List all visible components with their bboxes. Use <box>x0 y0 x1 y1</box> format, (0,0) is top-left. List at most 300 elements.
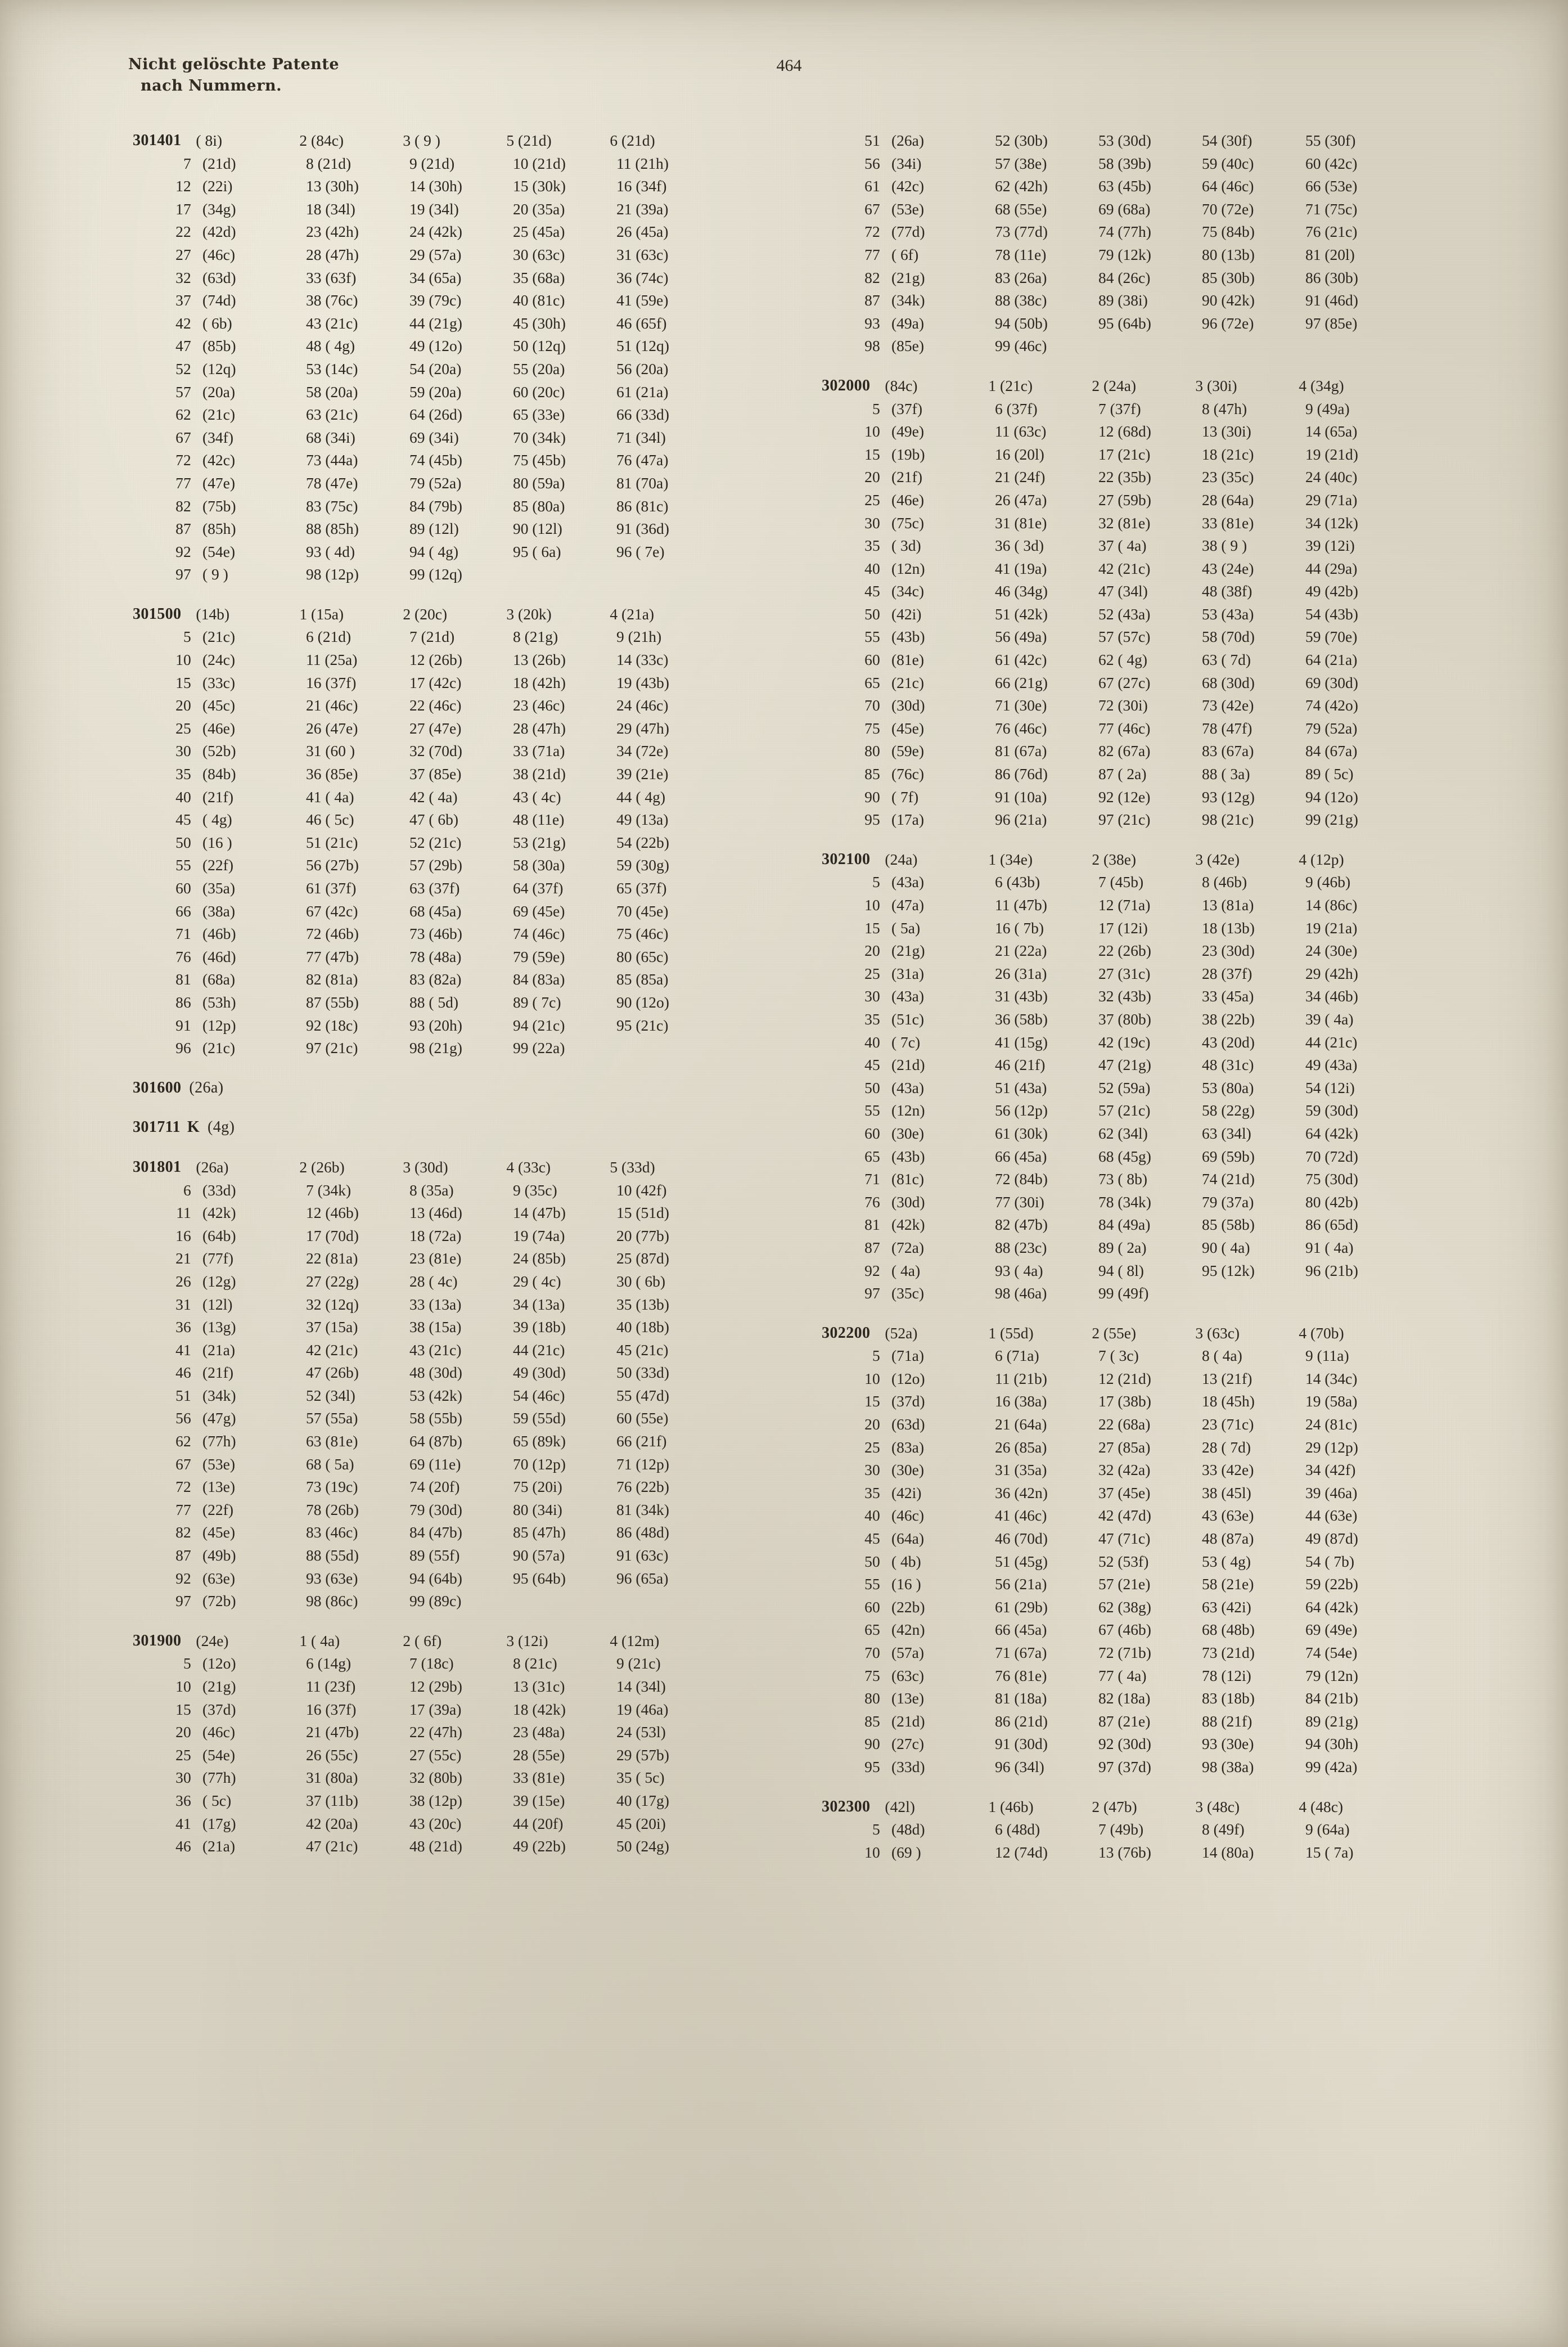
entry-cell: (21c) <box>202 628 236 646</box>
row-leading-number: 302000 <box>822 376 871 394</box>
entry-cell: 42 (21c) <box>306 1341 358 1359</box>
entry-row <box>822 580 1448 603</box>
entry-cell: (21f) <box>202 1364 233 1382</box>
entry-cell: 38 ( 9 ) <box>1202 537 1247 555</box>
entry-row <box>133 1156 768 1179</box>
entry-cell: 38 (12p) <box>409 1791 462 1809</box>
entry-cell: ( 4b) <box>891 1552 921 1570</box>
entry-row <box>133 541 768 564</box>
entry-row <box>133 403 768 426</box>
entry-cell: (85h) <box>202 520 236 538</box>
entry-cell: 53 (80a) <box>1202 1078 1254 1096</box>
entry-cell: 54 (12i) <box>1305 1078 1355 1096</box>
entry-cell: 50 (24g) <box>616 1837 669 1855</box>
entry-cell: 87 ( 2a) <box>1098 765 1147 783</box>
entry-cell: (77d) <box>891 223 925 241</box>
entry-cell: 91 (30d) <box>995 1735 1048 1753</box>
row-leading-number: 93 <box>864 314 880 332</box>
entry-cell: 71 (12p) <box>616 1455 669 1473</box>
entry-cell: 58 (55b) <box>409 1409 462 1427</box>
entry-cell: 75 (45b) <box>513 451 566 469</box>
row-leading-number: 47 <box>175 337 191 355</box>
row-leading-number: 301900 <box>133 1631 182 1649</box>
row-leading-number: 72 <box>864 223 880 241</box>
entry-row <box>133 1630 768 1653</box>
entry-cell: 86 (21d) <box>995 1712 1048 1730</box>
entry-cell: 80 (59a) <box>513 474 565 492</box>
entry-row <box>822 534 1448 557</box>
entry-cell: 14 (34l) <box>616 1678 666 1695</box>
entry-cell: 73 (77d) <box>995 223 1048 241</box>
row-leading-number: 60 <box>175 879 191 897</box>
entry-cell: 29 (42h) <box>1305 964 1358 982</box>
entry-row <box>133 946 768 969</box>
row-leading-number: 35 <box>864 537 880 555</box>
row-leading-number: 301500 <box>133 605 182 623</box>
entry-row <box>133 1813 768 1836</box>
row-leading-number: 301801 <box>133 1158 182 1176</box>
entry-cell: 96 (21a) <box>995 811 1047 829</box>
entry-cell: (75c) <box>891 514 925 532</box>
entry-cell: 4 (21a) <box>610 605 655 623</box>
entry-cell: 79 (59e) <box>513 947 565 965</box>
entry-cell: (21c) <box>202 1039 236 1057</box>
entry-row <box>133 968 768 991</box>
entry-row <box>822 1322 1448 1345</box>
entry-cell: 99 (12q) <box>409 565 462 583</box>
entry-cell: 33 (71a) <box>513 742 565 760</box>
entry-cell: 44 ( 4g) <box>616 788 666 806</box>
entry-cell: 83 (82a) <box>409 970 462 988</box>
entry-cell: 27 (85a) <box>1098 1438 1151 1456</box>
entry-row <box>133 763 768 786</box>
entry-cell: 36 ( 3d) <box>995 537 1044 555</box>
entry-cell: 35 ( 5c) <box>616 1769 665 1787</box>
entry-cell: (64b) <box>202 1226 236 1244</box>
entry-cell: 88 ( 3a) <box>1202 765 1250 783</box>
row-leading-number: 71 <box>175 925 191 943</box>
entry-cell: 59 (40c) <box>1202 154 1254 172</box>
row-leading-number: 25 <box>175 719 191 737</box>
entry-cell: 76 (22b) <box>616 1478 669 1496</box>
row-leading-number: 50 <box>175 833 191 851</box>
entry-cell: 14 (47b) <box>513 1204 566 1222</box>
entry-cell: 28 ( 7d) <box>1202 1438 1251 1456</box>
entry-cell: (33d) <box>202 1181 236 1199</box>
entry-cell: 8 (46b) <box>1202 873 1247 891</box>
entry-cell: 79 (12n) <box>1305 1666 1358 1684</box>
entry-cell: (12o) <box>891 1369 925 1387</box>
entry-cell: 96 (65a) <box>616 1569 669 1587</box>
entry-cell: 35 (68a) <box>513 268 565 286</box>
entry-row <box>822 443 1448 466</box>
entry-cell: (30e) <box>891 1124 925 1142</box>
entry-cell: 52 (59a) <box>1098 1078 1151 1096</box>
entry-cell: (34k) <box>202 1386 236 1404</box>
row-leading-number: 65 <box>864 673 880 691</box>
entry-cell: 21 (39a) <box>616 200 669 218</box>
entry-cell: 39 (79c) <box>409 291 462 309</box>
entry-cell: (37d) <box>202 1700 236 1718</box>
entry-cell: 58 (39b) <box>1098 154 1151 172</box>
entry-row <box>133 1476 768 1499</box>
entry-cell: (52b) <box>202 742 236 760</box>
row-leading-number: 21 <box>175 1249 191 1267</box>
entry-cell: 13 (46d) <box>409 1204 462 1222</box>
row-leading-number: 95 <box>864 811 880 829</box>
entry-cell: 61 (29b) <box>995 1598 1048 1616</box>
entry-cell: (71a) <box>891 1347 925 1365</box>
entry-row <box>822 1550 1448 1573</box>
entry-row <box>133 1590 768 1613</box>
entry-cell: (22f) <box>202 1500 233 1518</box>
entry-cell: (22b) <box>891 1598 925 1616</box>
entry-cell: (77h) <box>202 1432 236 1450</box>
entry-cell: 5 (21d) <box>506 132 552 149</box>
entry-cell: 7 (37f) <box>1098 399 1141 417</box>
entry-cell: (14b) <box>196 605 229 623</box>
entry-row <box>133 694 768 717</box>
entry-row <box>822 221 1448 244</box>
entry-cell: 37 (11b) <box>306 1791 358 1809</box>
entry-cell: (26a) <box>891 132 925 149</box>
entry-cell: 44 (21c) <box>513 1341 565 1359</box>
entry-cell: 51 (42k) <box>995 605 1048 623</box>
entry-cell: 12 (29b) <box>409 1678 462 1695</box>
group-spacer <box>133 1060 768 1077</box>
row-leading-number: 5 <box>872 1820 880 1838</box>
entry-cell: 44 (20f) <box>513 1814 564 1832</box>
entry-cell: 59 (70e) <box>1305 628 1358 646</box>
entry-cell: 37 (80b) <box>1098 1010 1151 1028</box>
entry-cell: 90 (42k) <box>1202 291 1255 309</box>
entry-cell: 46 ( 5c) <box>306 811 354 829</box>
row-leading-number: 77 <box>175 474 191 492</box>
entry-cell: 18 (21c) <box>1202 445 1254 463</box>
entry-cell: (42i) <box>891 1483 922 1501</box>
entry-cell: 69 (30d) <box>1305 673 1358 691</box>
entry-cell: 58 (70d) <box>1202 628 1255 646</box>
entry-cell: 37 ( 4a) <box>1098 537 1147 555</box>
entry-cell: 32 (80b) <box>409 1769 462 1787</box>
entry-cell: 31 (43b) <box>995 987 1048 1005</box>
entry-row <box>822 175 1448 198</box>
entry-row <box>133 1014 768 1037</box>
entry-cell: (42c) <box>202 451 236 469</box>
entry-row <box>133 1766 768 1790</box>
row-leading-number: 90 <box>864 1735 880 1753</box>
entry-cell: (47e) <box>202 474 236 492</box>
row-leading-number: 85 <box>864 765 880 783</box>
entry-cell: 53 (43a) <box>1202 605 1254 623</box>
entry-cell: 27 (59b) <box>1098 491 1151 509</box>
entry-cell: 19 (21a) <box>1305 919 1358 937</box>
entry-cell: 36 (42n) <box>995 1483 1048 1501</box>
row-leading-number: 20 <box>175 696 191 714</box>
entry-row <box>822 129 1448 152</box>
entry-cell: 61 (37f) <box>306 879 357 897</box>
entry-cell: 70 (34k) <box>513 428 566 446</box>
entry-cell: 32 (70d) <box>409 742 462 760</box>
entry-cell: 12 (68d) <box>1098 422 1151 440</box>
entry-cell: 53 (14c) <box>306 359 358 377</box>
entry-cell: (21g) <box>891 268 925 286</box>
entry-cell: (38a) <box>202 902 236 920</box>
entry-cell: 93 (20h) <box>409 1016 462 1034</box>
entry-row <box>822 1733 1448 1756</box>
row-leading-number: 5 <box>872 1347 880 1365</box>
entry-row <box>822 289 1448 312</box>
entry-cell: 78 (12i) <box>1202 1666 1251 1684</box>
entry-cell: (53e) <box>202 1455 236 1473</box>
right-column <box>790 129 1448 2263</box>
entry-cell: 60 (42c) <box>1305 154 1358 172</box>
entry-cell: 69 (11e) <box>409 1455 461 1473</box>
entry-cell: 8 (21c) <box>513 1654 557 1672</box>
entry-cell: 13 (30h) <box>306 177 359 195</box>
entry-cell: 77 (30i) <box>995 1193 1044 1211</box>
entry-cell: 57 (38e) <box>995 154 1047 172</box>
entry-cell: 16 (38a) <box>995 1392 1047 1410</box>
entry-cell: 85 (80a) <box>513 497 565 515</box>
entry-cell: 11 (25a) <box>306 651 358 669</box>
row-leading-number: 40 <box>864 559 880 577</box>
single-entry-line <box>133 1116 768 1139</box>
entry-cell: 78 (11e) <box>995 245 1047 263</box>
entry-cell: (46d) <box>202 947 236 965</box>
entry-cell: 95 ( 6a) <box>513 542 561 560</box>
entry-cell: 52 (53f) <box>1098 1552 1149 1570</box>
entry-cell: (75b) <box>202 497 236 515</box>
entry-cell: ( 5c) <box>202 1791 232 1809</box>
entry-cell: 18 (42h) <box>513 673 566 691</box>
entry-cell: (21d) <box>891 1712 925 1730</box>
entry-cell: 37 (85e) <box>409 765 462 783</box>
entry-cell <box>607 1590 711 1613</box>
entry-cell: 22 (81a) <box>306 1249 358 1267</box>
entry-cell: (54e) <box>202 1746 236 1764</box>
running-head-line2: nach Nummern. <box>141 77 282 95</box>
entry-cell: 84 (21b) <box>1305 1689 1358 1707</box>
row-leading-number: 15 <box>864 445 880 463</box>
entry-cell: (85e) <box>891 337 925 355</box>
entry-row <box>822 1596 1448 1619</box>
entry-cell: 33 (42e) <box>1202 1461 1254 1479</box>
entry-row <box>133 1499 768 1522</box>
entry-cell: (30d) <box>891 1193 925 1211</box>
entry-cell: (43b) <box>891 1147 925 1165</box>
entry-cell: 42 (20a) <box>306 1814 358 1832</box>
entry-row <box>822 985 1448 1008</box>
entry-cell: 79 (30d) <box>409 1500 462 1518</box>
entry-cell: 14 (33c) <box>616 651 669 669</box>
entry-cell: 74 (77h) <box>1098 223 1151 241</box>
entry-cell: (51c) <box>891 1010 925 1028</box>
entry-cell: 23 (48a) <box>513 1723 565 1741</box>
entry-cell: 93 ( 4a) <box>995 1261 1043 1279</box>
row-leading-number: 56 <box>864 154 880 172</box>
entry-cell: 57 (21e) <box>1098 1575 1151 1593</box>
entry-cell: 28 (37f) <box>1202 964 1252 982</box>
entry-cell: (84b) <box>202 765 236 783</box>
row-leading-number: 15 <box>864 919 880 937</box>
entry-cell: (45e) <box>202 1523 236 1541</box>
entry-row <box>822 717 1448 740</box>
row-leading-number: 32 <box>175 268 191 286</box>
entry-cell: 38 (22b) <box>1202 1010 1255 1028</box>
entry-cell: 80 (42b) <box>1305 1193 1358 1211</box>
entry-cell: 19 (34l) <box>409 200 459 218</box>
entry-cell: 15 ( 7a) <box>1305 1843 1354 1861</box>
entry-cell: 66 (33d) <box>616 406 669 424</box>
entry-cell: 7 (34k) <box>306 1181 352 1199</box>
entry-cell: 69 (68a) <box>1098 200 1151 218</box>
entry-cell: 49 (30d) <box>513 1364 566 1382</box>
entry-cell: 33 (63f) <box>306 268 357 286</box>
entry-cell: 11 (47b) <box>995 896 1047 914</box>
entry-cell: 93 (63e) <box>306 1569 358 1587</box>
entry-cell: 81 (34k) <box>616 1500 669 1518</box>
row-leading-number: 16 <box>175 1226 191 1244</box>
entry-cell: (34f) <box>202 428 233 446</box>
entry-cell: 53 (30d) <box>1098 132 1151 149</box>
entry-row <box>133 1744 768 1767</box>
entry-cell: 17 (21c) <box>1098 445 1151 463</box>
entry-cell: 73 (19c) <box>306 1478 358 1496</box>
entry-row <box>133 808 768 831</box>
entry-cell: 39 (46a) <box>1305 1483 1358 1501</box>
entry-cell: 7 (21d) <box>409 628 455 646</box>
entry-cell: 93 (12g) <box>1202 788 1255 806</box>
entry-cell: 21 (47b) <box>306 1723 359 1741</box>
row-leading-number: 30 <box>864 514 880 532</box>
number-group-301801 <box>133 1156 768 1630</box>
entry-cell: (13g) <box>202 1318 236 1336</box>
row-leading-number: 87 <box>175 520 191 538</box>
entry-cell: (19b) <box>891 445 925 463</box>
row-leading-number: 92 <box>864 1261 880 1279</box>
entry-cell: 33 (13a) <box>409 1295 462 1313</box>
row-leading-number: 12 <box>175 177 191 195</box>
row-leading-number: 46 <box>175 1364 191 1382</box>
row-leading-number: 41 <box>175 1814 191 1832</box>
entry-cell <box>1089 335 1193 358</box>
entry-row <box>133 381 768 404</box>
entry-cell: 12 (71a) <box>1098 896 1151 914</box>
entry-cell: 2 ( 6f) <box>403 1631 442 1649</box>
entry-cell: 87 (21e) <box>1098 1712 1151 1730</box>
entry-cell: 17 (42c) <box>409 673 462 691</box>
row-leading-number: 302200 <box>822 1324 871 1342</box>
entry-cell: 32 (42a) <box>1098 1461 1151 1479</box>
entry-cell: (35a) <box>202 879 236 897</box>
entry-cell: 60 (20c) <box>513 383 565 401</box>
entry-cell: 89 (38i) <box>1098 291 1148 309</box>
entry-cell: (34g) <box>202 200 236 218</box>
entry-cell: 9 (11a) <box>1305 1347 1349 1365</box>
page-header <box>128 54 1450 122</box>
entry-cell: 75 (46c) <box>616 925 669 943</box>
entry-cell: 86 (48d) <box>616 1523 669 1541</box>
entry-cell: 48 (11e) <box>513 811 565 829</box>
entry-cell: 21 (46c) <box>306 696 358 714</box>
row-leading-number: 85 <box>864 1712 880 1730</box>
group-spacer <box>822 358 1448 375</box>
entry-cell: 62 ( 4g) <box>1098 651 1148 669</box>
entry-cell: 23 (42h) <box>306 223 359 241</box>
entry-cell: 67 (42c) <box>306 902 358 920</box>
entry-row <box>133 563 768 586</box>
row-leading-number: 20 <box>175 1723 191 1741</box>
entry-cell: 62 (38g) <box>1098 1598 1151 1616</box>
entry-cell: (63d) <box>202 268 236 286</box>
entry-cell: 98 (38a) <box>1202 1757 1254 1775</box>
row-leading-number: 46 <box>175 1837 191 1855</box>
entry-cell: 2 (84c) <box>299 132 344 149</box>
entry-cell: (21c) <box>202 406 236 424</box>
entry-cell: 74 (46c) <box>513 925 565 943</box>
entry-row <box>133 649 768 672</box>
entry-cell <box>1296 1282 1400 1305</box>
row-leading-number: 97 <box>864 1284 880 1302</box>
entry-row <box>822 1237 1448 1260</box>
entry-cell: 61 (30k) <box>995 1124 1048 1142</box>
entry-cell: 13 (26b) <box>513 651 566 669</box>
entry-cell: 83 (18b) <box>1202 1689 1255 1707</box>
entry-cell: 75 (84b) <box>1202 223 1255 241</box>
row-leading-number: 91 <box>175 1016 191 1034</box>
row-leading-number: 302100 <box>822 850 871 868</box>
entry-cell: 15 (30k) <box>513 177 566 195</box>
group-spacer <box>822 1779 1448 1796</box>
entry-cell: 95 (64b) <box>513 1569 566 1587</box>
row-leading-number: 5 <box>872 399 880 417</box>
entry-cell: 77 ( 4a) <box>1098 1666 1147 1684</box>
row-leading-number: 26 <box>175 1272 191 1290</box>
entry-row <box>133 1675 768 1698</box>
entry-cell: 58 (21e) <box>1202 1575 1254 1593</box>
entry-row <box>133 1721 768 1744</box>
entry-cell: 59 (22b) <box>1305 1575 1358 1593</box>
entry-cell: 7 (18c) <box>409 1654 454 1672</box>
entry-row <box>133 198 768 221</box>
entry-cell: (59e) <box>891 742 925 760</box>
entry-cell: 94 ( 8l) <box>1098 1261 1144 1279</box>
group-spacer <box>133 1858 768 1875</box>
entry-cell: 3 (30i) <box>1195 376 1237 394</box>
row-leading-number: 92 <box>175 542 191 560</box>
entry-cell: 75 (30d) <box>1305 1170 1358 1188</box>
entry-cell: (72b) <box>202 1592 236 1610</box>
entry-cell: (43a) <box>891 1078 925 1096</box>
entry-cell: 3 ( 9 ) <box>403 132 440 149</box>
group-spacer <box>133 586 768 603</box>
entry-cell: 42 (21c) <box>1098 559 1151 577</box>
entry-cell: 71 (75c) <box>1305 200 1358 218</box>
row-leading-number: 55 <box>864 1575 880 1593</box>
row-leading-number: 80 <box>864 1689 880 1707</box>
entry-cell: 8 ( 4a) <box>1202 1347 1242 1365</box>
row-leading-number: 30 <box>864 987 880 1005</box>
entry-cell: (42c) <box>891 177 925 195</box>
entry-cell: 85 (85a) <box>616 970 669 988</box>
entry-cell: 11 (23f) <box>306 1678 356 1695</box>
running-head <box>128 54 339 97</box>
row-leading-number: 52 <box>175 359 191 377</box>
entry-cell: 13 (76b) <box>1098 1843 1151 1861</box>
entry-cell: 6 (71a) <box>995 1347 1039 1365</box>
entry-row <box>822 1818 1448 1841</box>
